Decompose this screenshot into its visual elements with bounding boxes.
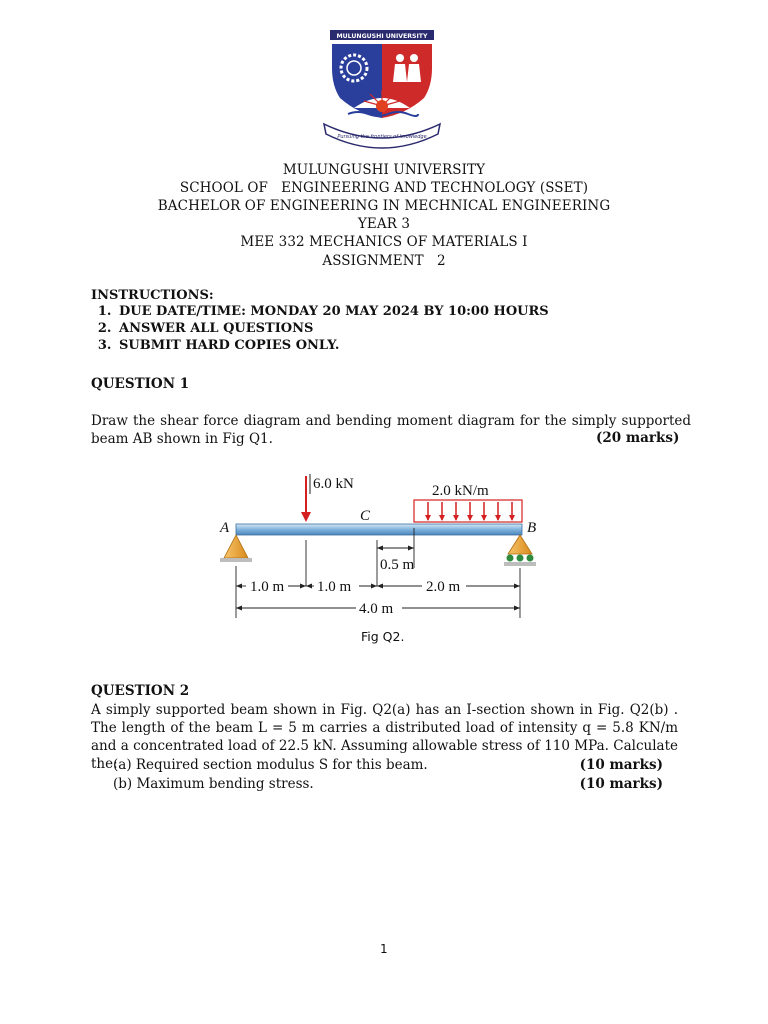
dim-1a-label: 1.0 m [250, 579, 285, 595]
q1-marks: (20 marks) [596, 430, 680, 446]
roller-support [508, 535, 532, 554]
dim-half-label: 0.5 m [380, 557, 415, 573]
instruction-item: 1. DUE DATE/TIME: MONDAY 20 MAY 2024 BY 10:00 HOURS [116, 304, 549, 320]
q2-text: A simply supported beam shown in Fig. Q2(a) has an I-section shown in Fig. Q2(b) . The length of the beam L = 5 m carries a distributed load of intensity q = 5.8 KN/m and a concentrated load of 22.5 kN. Assuming allowable stress of 110 MPa. Calculate the: [91, 702, 678, 772]
label-b: B [527, 520, 537, 536]
header-year: YEAR 3 [357, 216, 411, 232]
q2-part-b-label: (b) Maximum bending stress. [113, 776, 314, 792]
beam-figure [210, 468, 550, 628]
header-course: MEE 332 MECHANICS OF MATERIALS I [240, 234, 528, 250]
pin-support [224, 535, 248, 558]
instructions-list [91, 304, 549, 354]
header-assignment: ASSIGNMENT 2 [322, 253, 446, 269]
header-university: MULUNGUSHI UNIVERSITY [282, 162, 486, 178]
instructions [91, 288, 549, 355]
q2-part-a-label: (a) Required section modulus S for this beam. [113, 757, 428, 773]
instruction-item: 2. ANSWER ALL QUESTIONS [116, 321, 549, 337]
instruction-item: 3. SUBMIT HARD COPIES ONLY. [116, 338, 549, 354]
logo-banner-text: MULUNGUSHI UNIVERSITY [336, 33, 428, 40]
header-school: SCHOOL OF ENGINEERING AND TECHNOLOGY (SSET) [179, 180, 589, 196]
university-logo [318, 28, 450, 150]
dim-1b-label: 1.0 m [317, 579, 352, 595]
instructions-heading: INSTRUCTIONS: [91, 288, 214, 303]
dist-load-label: 2.0 kN/m [432, 483, 489, 499]
point-load-label: 6.0 kN [313, 476, 354, 492]
q1-text: Draw the shear force diagram and bending moment diagram for the simply supported beam AB shown in Fig Q1. [91, 413, 691, 447]
q2-part-b-marks: (10 marks) [579, 776, 663, 792]
beam [236, 524, 522, 535]
figure-caption: Fig Q2. [361, 629, 405, 644]
q2-heading: QUESTION 2 [91, 683, 190, 699]
dim-2-label: 2.0 m [426, 579, 461, 595]
q2-part-b [113, 775, 663, 793]
page-number: 1 [380, 942, 388, 956]
logo-motto: Pursuing the frontiers of knowledge [337, 134, 427, 140]
q2-part-a-marks: (10 marks) [579, 757, 663, 773]
dim-total-label: 4.0 m [359, 601, 394, 617]
q1-heading: QUESTION 1 [91, 376, 190, 392]
label-a: A [220, 520, 230, 536]
label-c: C [360, 508, 371, 524]
q2-part-a [113, 756, 663, 774]
header-programme: BACHELOR OF ENGINEERING IN MECHNICAL ENGINEERING [157, 198, 611, 214]
